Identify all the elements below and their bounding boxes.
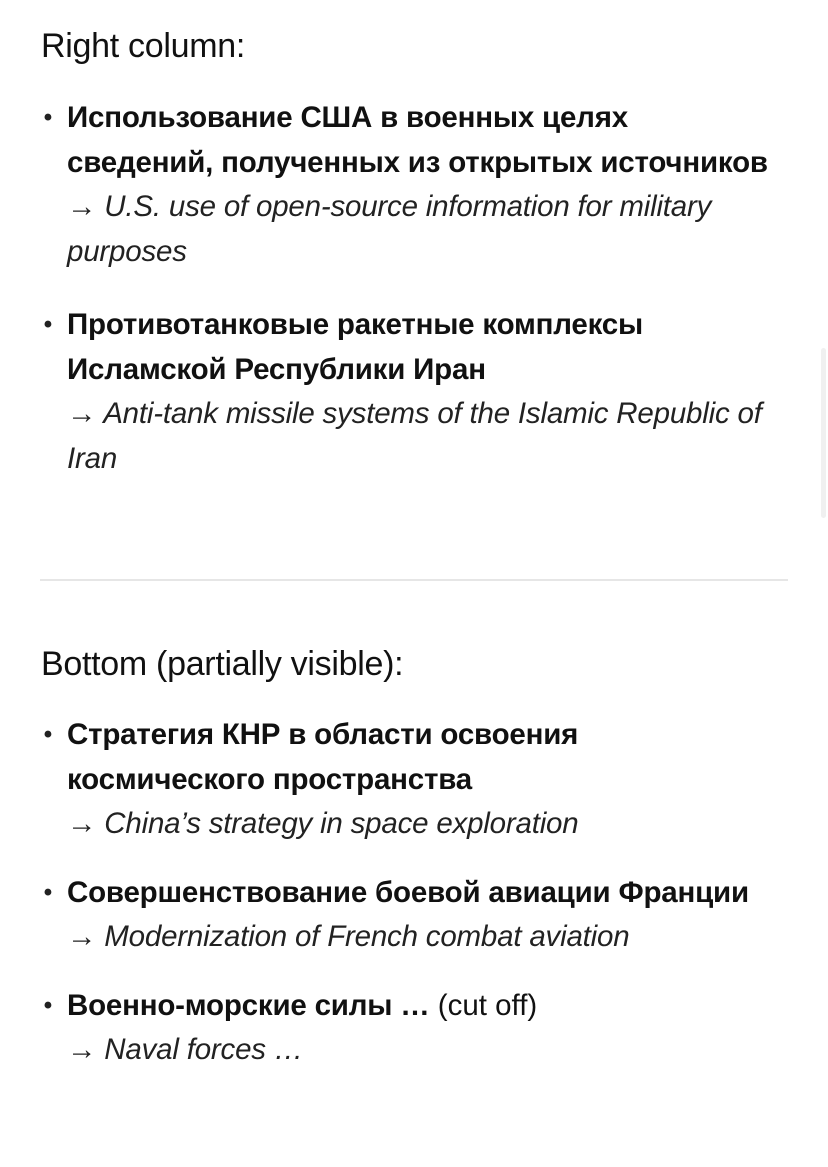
list-item — [41, 303, 771, 481]
section-divider — [40, 579, 788, 581]
bullet-icon: • — [43, 878, 53, 906]
cut-off-note: (cut off) — [437, 988, 538, 1022]
russian-title: Военно-морские силы … — [67, 988, 430, 1022]
bullet-icon: • — [43, 721, 53, 748]
list-item — [41, 984, 771, 1073]
bullet-icon: • — [43, 104, 53, 131]
english-translation: → Naval forces … — [67, 1033, 304, 1066]
english-translation: → U.S. use of open-source information for military purposes — [67, 190, 712, 268]
bottom-list — [41, 713, 771, 1073]
bullet-icon: • — [43, 991, 53, 1019]
list-item — [41, 96, 771, 274]
russian-title: Стратегия КНР в области освоения космического пространства — [67, 718, 579, 796]
russian-title: Использование США в военных целях сведений, полученных из открытых источников — [67, 101, 768, 179]
russian-title: Противотанковые ракетные комплексы Исламской Республики Иран — [67, 308, 643, 386]
english-translation: → China’s strategy in space exploration — [67, 807, 579, 840]
english-translation: → Modernization of French combat aviation — [67, 920, 630, 953]
russian-title: Совершенствование боевой авиации Франции — [67, 875, 749, 909]
right-column-list — [41, 96, 771, 481]
scrollbar[interactable] — [821, 348, 826, 518]
section-heading-bottom: Bottom (partially visible): — [41, 645, 404, 683]
list-item — [41, 713, 771, 847]
english-translation: → Anti-tank missile systems of the Islamic Republic of Iran — [67, 397, 762, 475]
list-item — [41, 871, 771, 960]
section-heading-right-column: Right column: — [41, 27, 245, 65]
bullet-icon: • — [43, 311, 53, 338]
